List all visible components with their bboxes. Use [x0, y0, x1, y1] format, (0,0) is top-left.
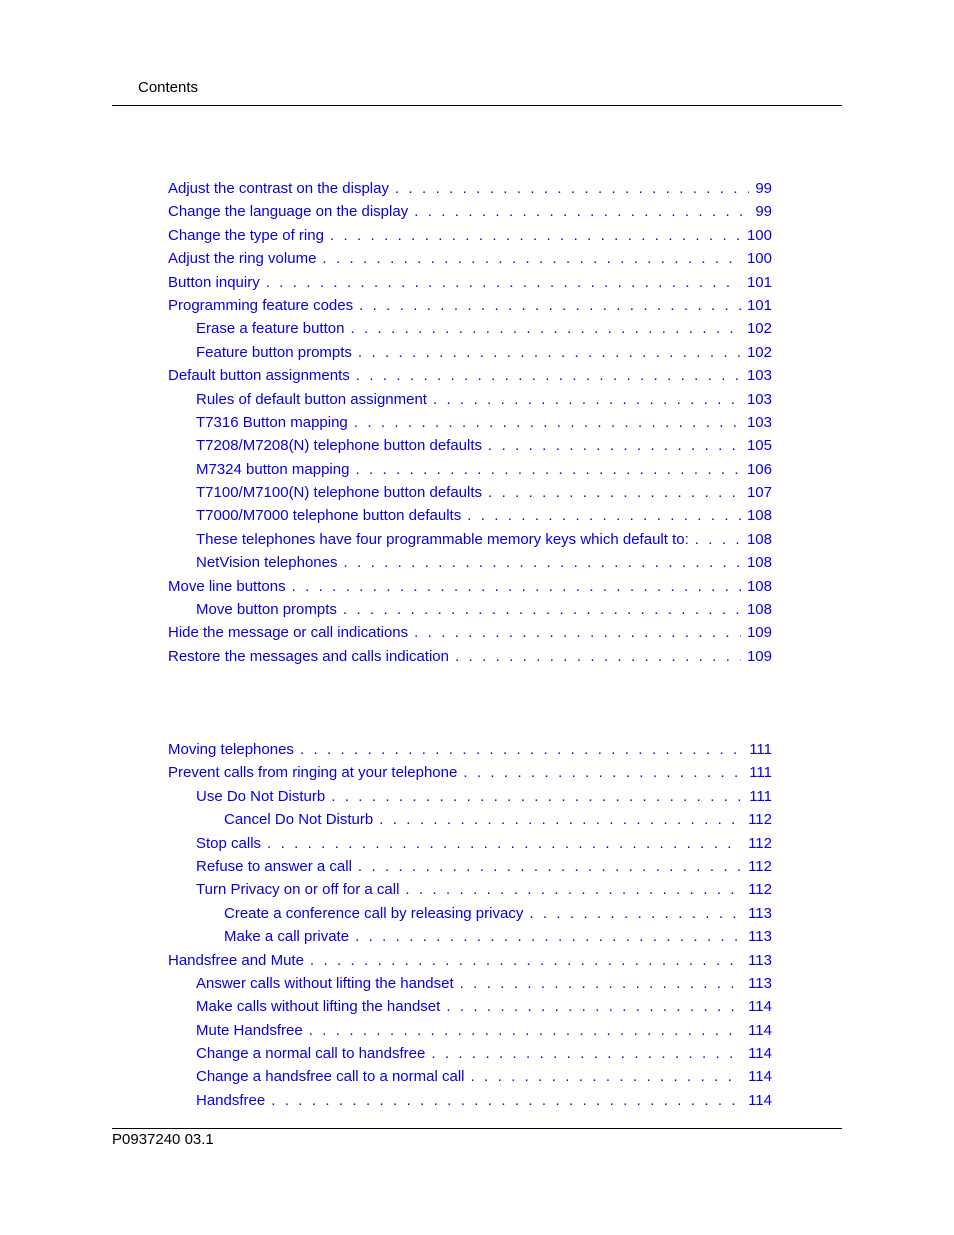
toc-entry-page[interactable]: 105: [746, 437, 772, 455]
toc-entry[interactable]: [168, 317, 772, 340]
toc-dot-leader: [414, 621, 741, 644]
toc-entry[interactable]: [168, 341, 772, 364]
toc-entry-page[interactable]: 114: [748, 1091, 772, 1109]
toc-entry-title[interactable]: Rules of default button assignment: [196, 390, 427, 408]
toc-entry[interactable]: [168, 271, 772, 294]
toc-dot-leader: [309, 1019, 742, 1042]
toc-entry[interactable]: [168, 504, 772, 527]
toc-dot-leader: [529, 902, 742, 925]
toc-dot-leader: [414, 200, 749, 223]
header-rule: [112, 105, 842, 106]
toc-entry-title[interactable]: Create a conference call by releasing privacy: [224, 904, 524, 922]
toc-entry[interactable]: [168, 902, 772, 925]
toc-dot-leader: [431, 1042, 742, 1065]
toc-entry[interactable]: [168, 761, 772, 784]
toc-entry[interactable]: [168, 785, 772, 808]
toc-dot-leader: [471, 1065, 743, 1088]
toc-dot-leader: [267, 832, 742, 855]
toc-entry-title[interactable]: T7208/M7208(N) telephone button defaults: [196, 437, 483, 455]
toc-dot-leader: [343, 598, 741, 621]
toc-entry-title[interactable]: T7100/M7100(N) telephone button defaults: [196, 484, 483, 502]
toc-dot-leader: [488, 481, 741, 504]
toc-entry[interactable]: [168, 200, 772, 223]
toc-dot-leader: [359, 294, 741, 317]
toc-dot-leader: [395, 177, 749, 200]
toc-dot-leader: [405, 878, 742, 901]
toc-entry-title[interactable]: M7324 button mapping: [196, 460, 350, 478]
toc-entry-title[interactable]: Change the type of ring: [168, 226, 324, 244]
toc-entry-title[interactable]: Programming feature codes: [168, 296, 354, 314]
toc-entry-title[interactable]: Moving telephones: [168, 741, 294, 758]
toc-entry-page[interactable]: 108: [746, 507, 772, 525]
toc-entry-page[interactable]: 99: [755, 203, 772, 221]
toc-entry[interactable]: [168, 995, 772, 1018]
toc-entry[interactable]: [168, 878, 772, 901]
toc-entry[interactable]: [168, 551, 772, 574]
toc-dot-leader: [355, 458, 741, 481]
toc-dot-leader: [356, 364, 741, 387]
toc-dot-leader: [446, 995, 742, 1018]
toc-dot-leader: [355, 925, 742, 948]
toc-dot-leader: [330, 224, 741, 247]
toc-entry-page[interactable]: 100: [746, 250, 772, 268]
toc-section-2: [168, 738, 772, 1112]
toc-dot-leader: [379, 808, 742, 831]
toc-entry-title[interactable]: NetVision telephones: [196, 554, 338, 572]
toc-entry[interactable]: [168, 855, 772, 878]
toc-entry-title[interactable]: Adjust the contrast on the display: [168, 180, 389, 197]
toc-dot-leader: [322, 247, 741, 270]
toc-dot-leader: [467, 504, 741, 527]
toc-entry-page[interactable]: 108: [746, 577, 772, 595]
toc-entry-page[interactable]: 106: [746, 460, 772, 478]
toc-entry[interactable]: [168, 645, 772, 668]
footer-rule: [112, 1128, 842, 1129]
toc-entry-page[interactable]: 103: [746, 390, 772, 408]
toc-entry[interactable]: [168, 621, 772, 644]
toc-dot-leader: [433, 388, 741, 411]
toc-entry-page[interactable]: 102: [746, 343, 772, 361]
toc-entry[interactable]: [168, 224, 772, 247]
toc-dot-leader: [358, 341, 741, 364]
toc-entry-title[interactable]: Hide the message or call indications: [168, 624, 409, 642]
toc-dot-leader: [354, 411, 741, 434]
toc-entry[interactable]: [168, 808, 772, 831]
toc-entry[interactable]: [168, 575, 772, 598]
toc-dot-leader: [350, 317, 741, 340]
toc-entry-page[interactable]: 114: [748, 1045, 772, 1063]
toc-dot-leader: [331, 785, 743, 808]
toc-dot-leader: [488, 434, 741, 457]
toc-entry-page[interactable]: 103: [746, 367, 772, 385]
toc-entry[interactable]: [168, 388, 772, 411]
toc-entry-page[interactable]: 111: [749, 764, 772, 782]
toc-entry-page[interactable]: 101: [746, 273, 772, 291]
toc-entry-title[interactable]: Use Do Not Disturb: [196, 787, 326, 805]
toc-entry[interactable]: [168, 1065, 772, 1088]
toc-entry-page[interactable]: 112: [748, 857, 772, 875]
toc-entry-page[interactable]: 113: [748, 951, 772, 969]
toc-entry-page[interactable]: 114: [748, 1021, 772, 1039]
toc-entry-page[interactable]: 101: [746, 296, 772, 314]
toc-entry[interactable]: [168, 434, 772, 457]
toc-entry[interactable]: [168, 738, 772, 761]
toc-entry[interactable]: [168, 1089, 772, 1112]
toc-entry-page[interactable]: 99: [755, 180, 772, 197]
toc-entry-title[interactable]: Feature button prompts: [196, 343, 352, 361]
toc-entry-title[interactable]: Answer calls without lifting the handset: [196, 974, 454, 992]
toc-entry-title[interactable]: Move button prompts: [196, 601, 337, 619]
toc-entry[interactable]: [168, 411, 772, 434]
toc-entry-page[interactable]: 102: [746, 320, 772, 338]
toc-entry-title[interactable]: Prevent calls from ringing at your telephone: [168, 764, 458, 782]
toc-entry-page[interactable]: 103: [746, 413, 772, 431]
toc-entry-page[interactable]: 113: [748, 928, 772, 946]
toc-entry[interactable]: [168, 528, 772, 551]
toc-entry-title[interactable]: Change a normal call to handsfree: [196, 1045, 426, 1063]
toc-entry[interactable]: [168, 925, 772, 948]
toc-entry-title[interactable]: Make calls without lifting the handset: [196, 998, 441, 1016]
toc-entry-page[interactable]: 112: [748, 881, 772, 899]
toc-entry-title[interactable]: Button inquiry: [168, 273, 260, 291]
toc-entry-page[interactable]: 100: [746, 226, 772, 244]
toc-entry-page[interactable]: 109: [746, 647, 772, 665]
toc-entry-page[interactable]: 114: [748, 998, 772, 1016]
toc-entry-page[interactable]: 112: [748, 811, 772, 829]
toc-dot-leader: [358, 855, 742, 878]
toc-entry-page[interactable]: 113: [748, 974, 772, 992]
page-footer-doc-id: P0937240 03.1: [112, 1131, 214, 1148]
toc-entry-page[interactable]: 107: [746, 484, 772, 502]
toc-dot-leader: [460, 972, 742, 995]
toc-entry[interactable]: [168, 247, 772, 270]
toc-entry[interactable]: [168, 481, 772, 504]
toc-entry-page[interactable]: 114: [748, 1068, 772, 1086]
toc-section-1: [168, 177, 772, 668]
toc-dot-leader: [695, 528, 741, 551]
toc-dot-leader: [266, 271, 741, 294]
toc-entry-title[interactable]: Stop calls: [196, 834, 262, 852]
toc-dot-leader: [344, 551, 741, 574]
toc-entry[interactable]: [168, 949, 772, 972]
toc-entry[interactable]: [168, 972, 772, 995]
toc-dot-leader: [310, 949, 742, 972]
toc-entry-page[interactable]: 113: [748, 904, 772, 922]
toc-entry-page[interactable]: 111: [749, 741, 772, 758]
toc-entry-title[interactable]: Refuse to answer a call: [196, 857, 352, 875]
toc-entry[interactable]: [168, 364, 772, 387]
toc-entry[interactable]: [168, 1019, 772, 1042]
toc-entry[interactable]: [168, 832, 772, 855]
toc-entry-title[interactable]: Default button assignments: [168, 367, 350, 385]
toc-entry-title[interactable]: Erase a feature button: [196, 320, 345, 338]
toc-entry-title[interactable]: Handsfree: [196, 1091, 266, 1109]
toc-entry[interactable]: [168, 1042, 772, 1065]
toc-dot-leader: [300, 738, 743, 761]
toc-dot-leader: [271, 1089, 742, 1112]
toc-dot-leader: [455, 645, 741, 668]
toc-entry-title[interactable]: Cancel Do Not Disturb: [224, 811, 374, 829]
toc-entry-title[interactable]: Turn Privacy on or off for a call: [196, 881, 400, 899]
toc-dot-leader: [463, 761, 743, 784]
toc-entry-title[interactable]: T7000/M7000 telephone button defaults: [196, 507, 462, 525]
toc-entry-title[interactable]: Mute Handsfree: [196, 1021, 303, 1039]
toc-entry-page[interactable]: 109: [746, 624, 772, 642]
toc-entry[interactable]: [168, 458, 772, 481]
toc-entry-title[interactable]: Adjust the ring volume: [168, 250, 317, 268]
toc-entry-title[interactable]: Restore the messages and calls indication: [168, 647, 449, 665]
toc-entry-title[interactable]: Make a call private: [224, 928, 350, 946]
toc-entry-page[interactable]: 108: [746, 601, 772, 619]
toc-entry-page[interactable]: 112: [748, 834, 772, 852]
toc-entry-page[interactable]: 108: [746, 554, 772, 572]
toc-entry[interactable]: [168, 598, 772, 621]
toc-entry-title[interactable]: T7316 Button mapping: [196, 413, 348, 431]
toc-dot-leader: [292, 575, 741, 598]
toc-entry-title[interactable]: Handsfree and Mute: [168, 951, 304, 969]
toc-entry[interactable]: [168, 294, 772, 317]
toc-entry-title[interactable]: Move line buttons: [168, 577, 286, 595]
page-header-title: Contents: [138, 79, 199, 96]
toc-entry-title[interactable]: These telephones have four programmable memory keys which default to:: [196, 530, 689, 548]
toc-entry-title[interactable]: Change a handsfree call to a normal call: [196, 1068, 465, 1086]
toc-entry-page[interactable]: 111: [749, 787, 772, 805]
toc-entry-title[interactable]: Change the language on the display: [168, 203, 409, 221]
toc-entry-page[interactable]: 108: [746, 530, 772, 548]
toc-entry[interactable]: [168, 177, 772, 200]
